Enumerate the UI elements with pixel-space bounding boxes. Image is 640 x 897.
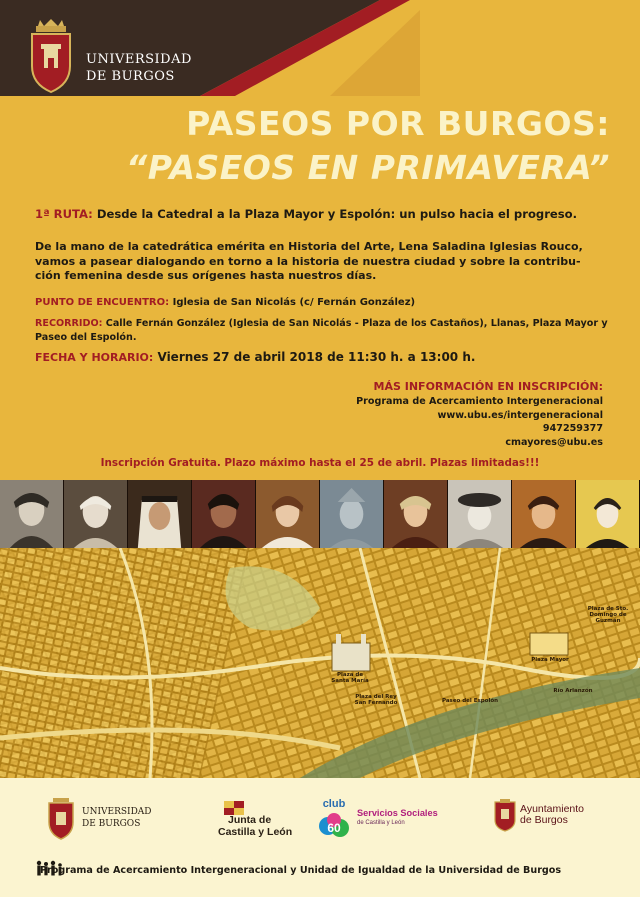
- intro-line3: ción femenina desde sus orígenes hasta nuestros días.: [35, 269, 377, 282]
- club-text: club: [322, 798, 346, 810]
- university-name: [86, 51, 192, 85]
- meeting-label: PUNTO DE ENCUENTRO:: [35, 297, 170, 308]
- title-line2: “PASEOS EN PRIMAVERA”: [126, 148, 610, 187]
- map-label-rio-arlanzon: Río Arlanzón: [553, 688, 593, 694]
- itinerary-label: RECORRIDO:: [35, 318, 103, 329]
- portrait-6: [320, 480, 384, 548]
- club-number: 60: [327, 821, 341, 835]
- city-map: [0, 548, 640, 778]
- map-label-plaza-sto-domingo: Plaza de Sto. Domingo de Guzmán: [587, 606, 629, 624]
- intro-line1: De la mano de la catedrática emérita en Historia del Arte, Lena Saladina Iglesias Rouco,: [35, 240, 583, 253]
- itinerary-text1: Calle Fernán González (Iglesia de San Nicolás - Plaza de los Castaños), Llanas, Plaza Mayor y: [102, 318, 608, 329]
- map-label-plaza-rey-san-fernando: Plaza del Rey San Fernando: [354, 694, 398, 706]
- footer-program: Programa de Acercamiento Intergeneracional y Unidad de Igualdad de la Universidad de Burgos: [40, 865, 562, 876]
- ubu-shield-icon: [45, 794, 77, 840]
- schedule: [35, 350, 615, 365]
- footer: [0, 778, 640, 897]
- university-shield-icon: [24, 18, 78, 94]
- university-name-line1: UNIVERSIDAD: [86, 52, 192, 67]
- more-info-email[interactable]: cmayores@ubu.es: [505, 436, 603, 448]
- club-60-icon: [316, 794, 352, 844]
- registration-note: Inscripción Gratuita. Plazo máximo hasta el 25 de abril. Plazas limitadas!!!: [100, 457, 540, 469]
- intro-paragraph: [35, 240, 615, 284]
- footer-ss-line2: de Castilla y León: [357, 820, 405, 826]
- meeting-text: Iglesia de San Nicolás (c/ Fernán González): [169, 297, 416, 308]
- route-text: Desde la Catedral a la Plaza Mayor y Espolón: un pulso hacia el progreso.: [92, 207, 578, 221]
- itinerary-text2: Paseo del Espolón.: [35, 331, 137, 343]
- route-label: 1ª RUTA:: [35, 207, 93, 221]
- more-info-heading: MÁS INFORMACIÓN EN INSCRIPCIÓN:: [373, 380, 603, 393]
- footer-ubu-line2: DE BURGOS: [82, 819, 141, 829]
- footer-jcyl-line1: Junta de: [228, 814, 272, 826]
- map-label-plaza-mayor: Plaza Mayor: [531, 657, 569, 663]
- footer-ayuntamiento: [520, 804, 584, 826]
- portrait-strip: [0, 480, 640, 548]
- map-label-plaza-santa-maria: Plaza de Santa María: [331, 672, 369, 684]
- schedule-label: FECHA Y HORARIO:: [35, 351, 154, 364]
- title-line1: PASEOS POR BURGOS:: [186, 104, 610, 143]
- more-info-program: Programa de Acercamiento Intergeneracional: [356, 396, 603, 407]
- ayuntamiento-shield-icon: [493, 798, 517, 832]
- route-line: [35, 207, 615, 222]
- map-illustration: [0, 548, 640, 778]
- portrait-3: [128, 480, 192, 548]
- footer-jcyl-line2: Castilla y León: [218, 826, 293, 838]
- footer-servicios-sociales: [357, 808, 438, 828]
- footer-ayto-line2: de Burgos: [520, 814, 568, 826]
- portrait-4: [192, 480, 256, 548]
- schedule-text: Viernes 27 de abril 2018 de 11:30 h. a 13:00 h.: [153, 350, 476, 364]
- footer-ubu-name: [82, 806, 152, 830]
- portrait-5: [256, 480, 320, 548]
- footer-ayto-line1: Ayuntamiento: [520, 803, 585, 815]
- more-info-url[interactable]: www.ubu.es/intergeneracional: [437, 409, 603, 421]
- portrait-2: [64, 480, 128, 548]
- intro-line2: vamos a pasear dialogando en torno a la historia de nuestra ciudad y sobre la contribu-: [35, 254, 581, 268]
- portrait-9: [512, 480, 576, 548]
- portrait-8: [448, 480, 512, 548]
- itinerary: [35, 317, 615, 344]
- portrait-1: [0, 480, 64, 548]
- university-name-line2: DE BURGOS: [86, 69, 175, 84]
- footer-ss-line1: Servicios Sociales: [357, 808, 438, 818]
- portrait-10: [576, 480, 640, 548]
- more-info-phone: 947259377: [542, 423, 603, 434]
- map-label-espolon: Paseo del Espolón: [441, 698, 499, 704]
- portrait-7: [384, 480, 448, 548]
- meeting-point: [35, 295, 615, 310]
- footer-ubu-line1: UNIVERSIDAD: [82, 807, 152, 817]
- footer-jcyl-name: [218, 814, 292, 838]
- more-info-block: [356, 379, 603, 449]
